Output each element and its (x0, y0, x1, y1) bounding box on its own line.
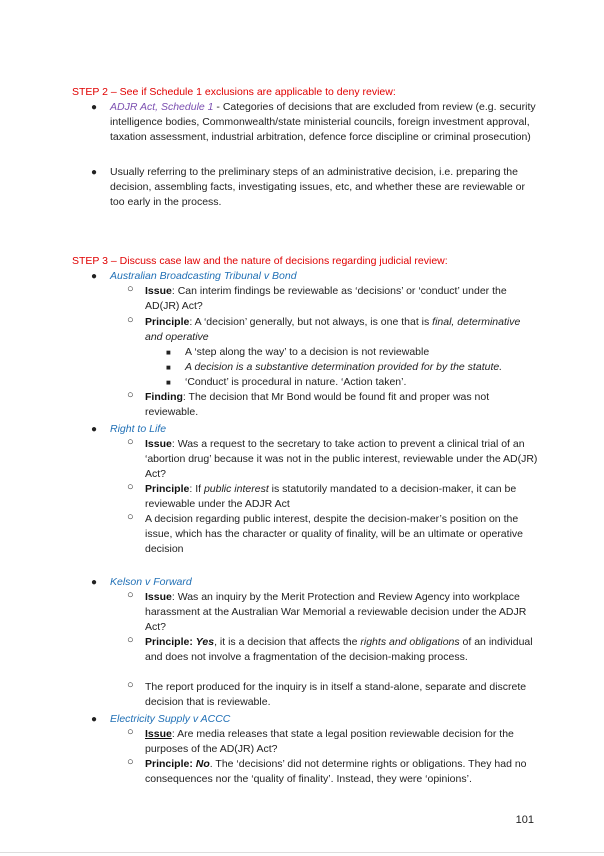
case-name-kelson-v-forward: Kelson v Forward (110, 576, 192, 588)
circle-bullet-icon: ○ (127, 481, 134, 493)
case1-sub-point-1: A ‘step along the way’ to a decision is not reviewable (185, 346, 430, 358)
circle-bullet-icon: ○ (127, 283, 134, 295)
bullet-icon: ● (91, 102, 98, 113)
step2-bullet-1: ADJR Act, Schedule 1 - Categories of decisions that are excluded from review (e.g. security intelligence bodies, Commonwealth/state ministerial councils, foreign investment approval, taxation assessment, industrial arbitration, defence force discipline or criminal prosecution) (110, 101, 536, 143)
square-bullet-icon: ■ (166, 363, 171, 372)
page-number: 101 (515, 814, 534, 826)
case4-issue: Issue: Are media releases that state a legal position reviewable decision for the purposes of the AD(JR) Act? (145, 728, 514, 755)
circle-bullet-icon: ○ (127, 634, 134, 646)
circle-bullet-icon: ○ (127, 511, 134, 523)
step2-bullet-2: Usually referring to the preliminary steps of an administrative decision, i.e. preparing the decision, assembling facts, investigating issues, etc, and whether these are reviewable or too early in the process. (110, 166, 525, 208)
bullet-icon: ● (91, 424, 98, 435)
circle-bullet-icon: ○ (127, 389, 134, 401)
act-reference: ADJR Act, Schedule 1 (110, 101, 214, 113)
bullet-icon: ● (91, 714, 98, 725)
bullet-icon: ● (91, 577, 98, 588)
case-name-abt-v-bond: Australian Broadcasting Tribunal v Bond (110, 270, 297, 282)
case1-sub-point-3: ‘Conduct’ is procedural in nature. ‘Action taken’. (185, 376, 407, 388)
step2-heading: STEP 2 – See if Schedule 1 exclusions are applicable to deny review: (72, 86, 396, 98)
case-name-right-to-life: Right to Life (110, 423, 167, 435)
case1-principle: Principle: A ‘decision’ generally, but not always, is one that is final, determinative and operative (145, 316, 521, 343)
circle-bullet-icon: ○ (127, 589, 134, 601)
circle-bullet-icon: ○ (127, 726, 134, 738)
case2-issue: Issue: Was a request to the secretary to take action to prevent a clinical trial of an ‘abortion drug’ because it was not in the public interest, reviewable under the AD(JR) Act? (145, 438, 538, 480)
circle-bullet-icon: ○ (127, 679, 134, 691)
case2-point-3: A decision regarding public interest, despite the decision-maker’s position on the issue, which has the character or quality of finality, will be an ultimate or operative decision (145, 513, 523, 555)
case1-finding: Finding: The decision that Mr Bond would be found fit and proper was not reviewable. (145, 391, 490, 418)
circle-bullet-icon: ○ (127, 756, 134, 768)
bullet-icon: ● (91, 271, 98, 282)
circle-bullet-icon: ○ (127, 436, 134, 448)
case2-principle: Principle: If public interest is statutorily mandated to a decision-maker, it can be reviewable under the ADJR Act (145, 483, 517, 510)
case4-principle: Principle: No. The ‘decisions’ did not determine rights or obligations. They had no consequences nor the ‘quality of finality’. Instead, they were ‘opinions’. (145, 758, 527, 785)
case3-principle: Principle: Yes, it is a decision that affects the rights and obligations of an individual and does not involve a fragmentation of the decision-making process. (145, 636, 533, 663)
page-bottom-divider (0, 852, 604, 853)
case3-point-3: The report produced for the inquiry is in itself a stand-alone, separate and discrete decision that is reviewable. (145, 681, 527, 708)
bullet-icon: ● (91, 167, 98, 178)
circle-bullet-icon: ○ (127, 314, 134, 326)
square-bullet-icon: ■ (166, 378, 171, 387)
case3-issue: Issue: Was an inquiry by the Merit Protection and Review Agency into workplace harassment at the Australian War Memorial a reviewable decision under the ADJR Act? (145, 591, 527, 633)
case1-sub-point-2: A decision is a substantive determination provided for by the statute. (185, 361, 503, 373)
case-name-electricity-supply-v-accc: Electricity Supply v ACCC (110, 713, 231, 725)
case1-issue: Issue: Can interim findings be reviewable as ‘decisions’ or ‘conduct’ under the AD(JR) Act? (145, 285, 507, 312)
step3-heading: STEP 3 – Discuss case law and the nature of decisions regarding judicial review: (72, 255, 448, 267)
square-bullet-icon: ■ (166, 348, 171, 357)
